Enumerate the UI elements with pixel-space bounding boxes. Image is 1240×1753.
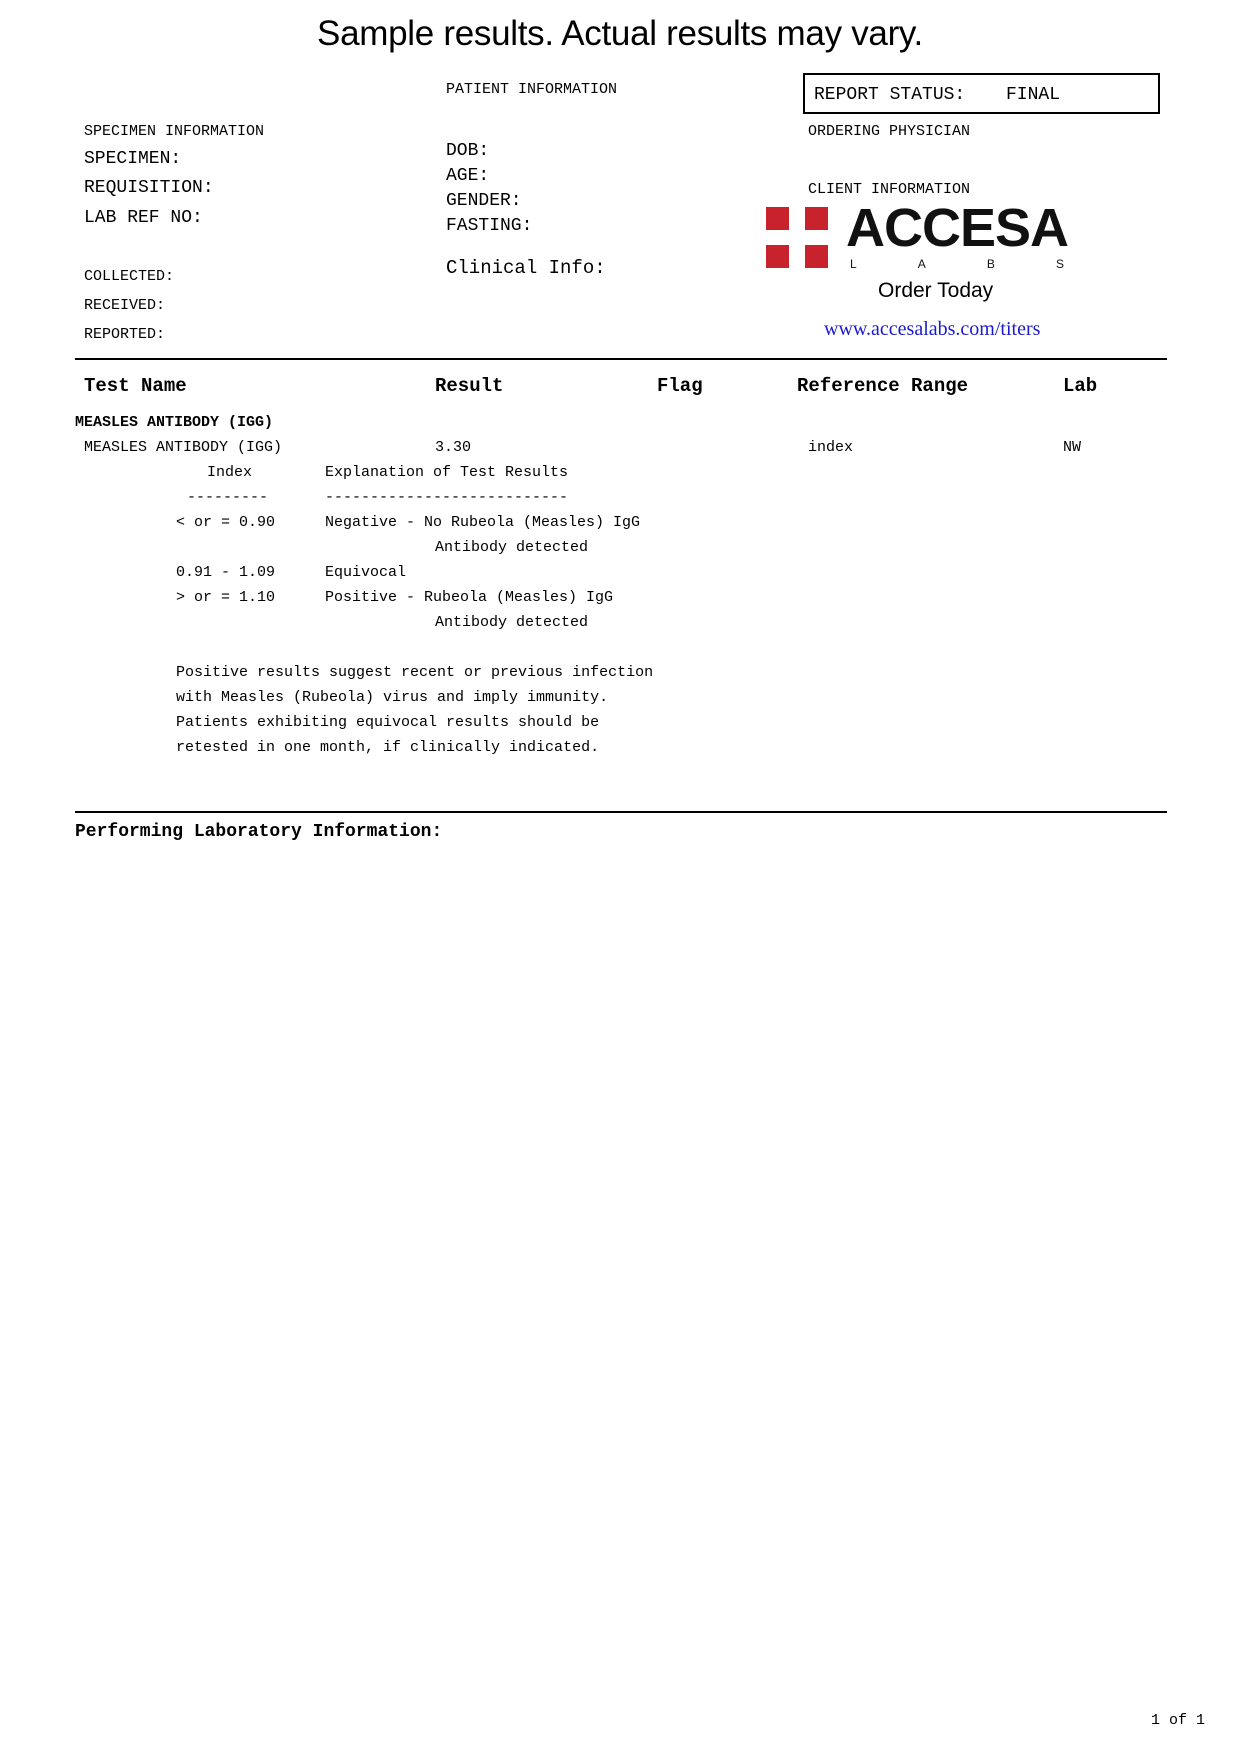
index-explanation: Negative - No Rubeola (Measles) IgG bbox=[325, 514, 641, 531]
note-line: Positive results suggest recent or previous infection bbox=[176, 664, 654, 681]
logo-square-bottom-right bbox=[805, 245, 828, 268]
received-label: RECEIVED: bbox=[84, 297, 166, 314]
age-label: AGE: bbox=[446, 166, 490, 186]
footer-divider bbox=[75, 811, 1167, 813]
gender-label: GENDER: bbox=[446, 191, 522, 211]
col-header-test-name: Test Name bbox=[84, 375, 187, 397]
index-explanation: Antibody detected bbox=[435, 539, 589, 556]
sample-disclaimer-banner: Sample results. Actual results may vary. bbox=[317, 14, 923, 53]
logo-square-top-left bbox=[766, 207, 789, 230]
collected-label: COLLECTED: bbox=[84, 268, 175, 285]
performing-lab-label: Performing Laboratory Information: bbox=[75, 822, 443, 842]
index-explanation: Antibody detected bbox=[435, 614, 589, 631]
col-header-reference-range: Reference Range bbox=[797, 375, 969, 397]
index-range: 0.91 - 1.09 bbox=[176, 564, 276, 581]
row-result: 3.30 bbox=[435, 439, 472, 456]
logo-subtitle bbox=[850, 257, 1064, 271]
page-indicator: 1 of 1 bbox=[1151, 1712, 1206, 1729]
row-reference-range: index bbox=[808, 439, 854, 456]
note-line: with Measles (Rubeola) virus and imply immunity. bbox=[176, 689, 609, 706]
index-range: > or = 1.10 bbox=[176, 589, 276, 606]
logo-wordmark: ACCESA bbox=[846, 198, 1069, 258]
lab-ref-label: LAB REF NO: bbox=[84, 208, 203, 228]
index-range: < or = 0.90 bbox=[176, 514, 276, 531]
ordering-physician-heading: ORDERING PHYSICIAN bbox=[808, 123, 971, 140]
panel-name: MEASLES ANTIBODY (IGG) bbox=[75, 414, 274, 431]
logo-letter: A bbox=[917, 257, 926, 271]
order-today-text: Order Today bbox=[878, 279, 994, 302]
note-line: retested in one month, if clinically indicated. bbox=[176, 739, 600, 756]
fasting-label: FASTING: bbox=[446, 216, 533, 236]
logo-letter: S bbox=[1055, 257, 1064, 271]
reported-label: REPORTED: bbox=[84, 326, 166, 343]
logo-letter: B bbox=[986, 257, 995, 271]
logo-square-bottom-left bbox=[766, 245, 789, 268]
patient-info-heading: PATIENT INFORMATION bbox=[446, 81, 618, 98]
report-status-value: FINAL bbox=[1006, 85, 1061, 105]
index-rule: --------- bbox=[187, 489, 269, 506]
report-status-label: REPORT STATUS: bbox=[814, 85, 966, 105]
titers-link[interactable]: www.accesalabs.com/titers bbox=[824, 318, 1041, 340]
index-explanation: Positive - Rubeola (Measles) IgG bbox=[325, 589, 614, 606]
specimen-info-heading: SPECIMEN INFORMATION bbox=[84, 123, 265, 140]
client-info-heading: CLIENT INFORMATION bbox=[808, 181, 971, 198]
explanation-header: Explanation of Test Results bbox=[325, 464, 569, 481]
explanation-rule: --------------------------- bbox=[325, 489, 569, 506]
dob-label: DOB: bbox=[446, 141, 490, 161]
note-line: Patients exhibiting equivocal results should be bbox=[176, 714, 600, 731]
index-header: Index bbox=[207, 464, 253, 481]
specimen-label: SPECIMEN: bbox=[84, 149, 182, 169]
logo-square-top-right bbox=[805, 207, 828, 230]
col-header-lab: Lab bbox=[1063, 375, 1098, 397]
clinical-info-label: Clinical Info: bbox=[446, 257, 606, 279]
row-lab: NW bbox=[1063, 439, 1082, 456]
index-explanation: Equivocal bbox=[325, 564, 407, 581]
col-header-result: Result bbox=[435, 375, 504, 397]
requisition-label: REQUISITION: bbox=[84, 178, 214, 198]
logo-letter: L bbox=[850, 257, 857, 271]
col-header-flag: Flag bbox=[657, 375, 703, 397]
row-test-name: MEASLES ANTIBODY (IGG) bbox=[84, 439, 283, 456]
header-divider bbox=[75, 358, 1167, 360]
